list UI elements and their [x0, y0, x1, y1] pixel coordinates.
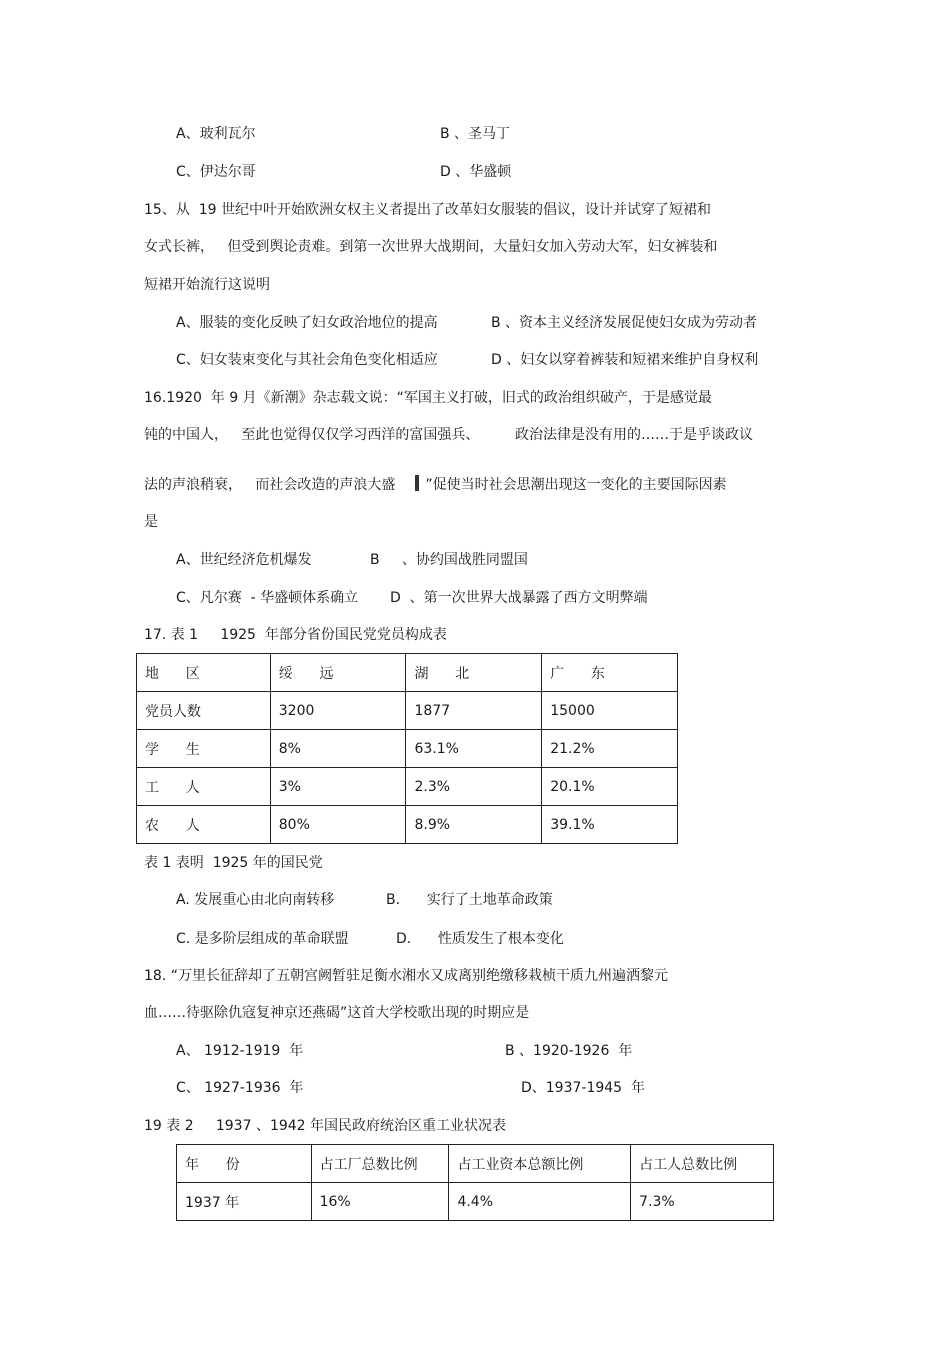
q17-stem: 表 1 表明 1925 年的国民党 [144, 855, 323, 871]
table-cell: 工 人 [137, 768, 271, 806]
q15-option-a: A、服装的变化反映了妇女政治地位的提高 [176, 315, 438, 331]
table-cell: 1877 [406, 692, 542, 730]
q15-stem-line-1: 15、从 19 世纪中叶开始欧洲女权主义者提出了改革妇女服装的倡议，设计并试穿了短裙和 [144, 202, 711, 218]
table-cell: 21.2% [542, 730, 678, 768]
table-cell: 7.3% [631, 1183, 774, 1221]
q19-caption: 19 表 2 1937 、1942 年国民政府统治区重工业状况表 [144, 1118, 507, 1134]
table-cell: 地 区 [137, 654, 271, 692]
q16-option-a: A、世纪经济危机爆发 [176, 552, 312, 568]
table-row [137, 730, 678, 768]
table-cell: 15000 [542, 692, 678, 730]
q18-stem-line-1: 18. “万里长征辞却了五朝宫阙暂驻足衡水湘水又成离别绝缴移栽桢干质九州遍洒黎元 [144, 968, 668, 984]
table-cell: 3% [270, 768, 406, 806]
q17-option-c: C. 是多阶层组成的革命联盟 [176, 931, 349, 947]
q15-option-d: D 、妇女以穿着裤装和短裙来维护自身权利 [491, 352, 759, 368]
table-cell: 80% [270, 806, 406, 844]
table-cell: 2.3% [406, 768, 542, 806]
q18-option-c: C、 1927-1936 年 [176, 1080, 304, 1096]
q17-option-a: A. 发展重心由北向南转移 [176, 892, 335, 908]
table-cell: 8.9% [406, 806, 542, 844]
table-cell: 占工业资本总额比例 [449, 1145, 631, 1183]
table-cell: 学 生 [137, 730, 271, 768]
q17-caption: 17. 表 1 1925 年部分省份国民党党员构成表 [144, 627, 447, 643]
q16-option-b: B 、协约国战胜同盟国 [370, 552, 528, 568]
q16-stem-line-4: 是 [144, 514, 158, 530]
table-cell: 63.1% [406, 730, 542, 768]
table-cell: 16% [311, 1183, 449, 1221]
table-cell: 20.1% [542, 768, 678, 806]
q18-option-a: A、 1912-1919 年 [176, 1043, 304, 1059]
q14-option-a: A、玻利瓦尔 [176, 126, 256, 142]
table-cell: 4.4% [449, 1183, 631, 1221]
table-cell: 1937 年 [177, 1183, 312, 1221]
q16-stem-line-2: 钝的中国人， 至此也觉得仅仅学习西洋的富国强兵、 政治法律是没有用的……于是乎谈政议 [144, 427, 753, 443]
q17-option-d: D. 性质发生了根本变化 [396, 931, 564, 947]
q16-stem-line-3 [144, 475, 727, 494]
table-cell: 广 东 [542, 654, 678, 692]
table-row [137, 654, 678, 692]
q16-stem-line-3a: 法的声浪稍衰， 而社会改造的声浪大盛 [144, 477, 396, 493]
table-cell: 绥 远 [270, 654, 406, 692]
table-cell: 39.1% [542, 806, 678, 844]
table-cell: 年 份 [177, 1145, 312, 1183]
q18-option-b: B 、1920-1926 年 [505, 1043, 633, 1059]
q15-stem-line-2: 女式长裤， 但受到舆论责难。到第一次世界大战期间，大量妇女加入劳动大军，妇女裤装和 [144, 239, 718, 255]
q14-option-b: B 、圣马丁 [440, 126, 511, 142]
table-cell: 占工人总数比例 [631, 1145, 774, 1183]
table-row [137, 768, 678, 806]
table-cell: 党员人数 [137, 692, 271, 730]
q17-option-b: B. 实行了土地革命政策 [386, 892, 553, 908]
q16-option-c: C、凡尔赛 - 华盛顿体系确立 [176, 590, 359, 606]
table-row [137, 806, 678, 844]
q19-table [176, 1144, 774, 1221]
table-cell: 8% [270, 730, 406, 768]
q15-option-c: C、妇女装束变化与其社会角色变化相适应 [176, 352, 438, 368]
q16-stem-line-3b: ”促使当时社会思潮出现这一变化的主要国际因素 [425, 477, 727, 493]
q14-option-d: D 、华盛顿 [440, 164, 512, 180]
q14-option-c: C、伊达尔哥 [176, 164, 256, 180]
q15-option-b: B 、资本主义经济发展促使妇女成为劳动者 [491, 315, 758, 331]
q18-stem-line-2: 血……待驱除仇寇复神京还燕碣”这首大学校歌出现的时期应是 [144, 1005, 530, 1021]
table-row [137, 692, 678, 730]
ink-mark [415, 475, 419, 491]
table-cell: 湖 北 [406, 654, 542, 692]
table-cell: 农 人 [137, 806, 271, 844]
q18-option-d: D、1937-1945 年 [521, 1080, 645, 1096]
table-row [177, 1145, 774, 1183]
table-cell: 3200 [270, 692, 406, 730]
q15-stem-line-3: 短裙开始流行这说明 [144, 277, 270, 293]
table-cell: 占工厂总数比例 [311, 1145, 449, 1183]
q16-option-d: D 、第一次世界大战暴露了西方文明弊端 [390, 590, 648, 606]
q16-stem-line-1: 16.1920 年 9 月《新潮》杂志载文说：“军国主义打破，旧式的政治组织破产，于是感觉最 [144, 390, 712, 406]
table-row [177, 1183, 774, 1221]
q17-table [136, 653, 678, 844]
